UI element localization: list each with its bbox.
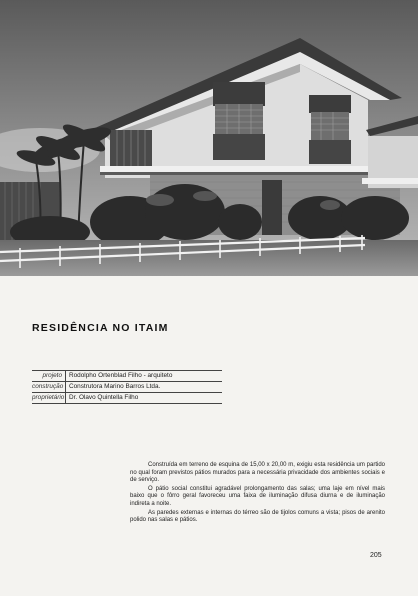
- credit-value: Construtora Marino Barros Ltda.: [69, 383, 161, 390]
- credit-value: Rodolpho Ortenblad Filho - arquiteto: [69, 372, 173, 379]
- article-body: [130, 462, 385, 526]
- credit-row-construcao: [32, 382, 222, 393]
- page-number: 205: [370, 552, 382, 559]
- credit-label: proprietário: [32, 394, 65, 401]
- credit-label: construção: [32, 382, 66, 392]
- article-title: RESIDÊNCIA NO ITAIM: [32, 322, 169, 334]
- house-photo: [0, 0, 418, 276]
- body-paragraph: O pátio social constitui agradável prolongamento das salas; uma laje em nível mais baixo que o fôrro geral favoreceu uma faixa de iluminação difusa diurna e de iluminação indireta a noite.: [130, 485, 385, 507]
- credit-value: Dr. Olavo Quintella Filho: [69, 394, 139, 401]
- credits-table: [32, 370, 222, 404]
- body-paragraph: As paredes externas e internas do térreo são de tijolos comuns a vista; pisos de arenito polido nas salas e pátios.: [130, 509, 385, 524]
- credit-label: projeto: [32, 371, 66, 381]
- credit-row-projeto: [32, 370, 222, 382]
- body-paragraph: Construída em terreno de esquina de 15,00 x 20,00 m, exigiu esta residência um partido no qual foram previstos pátios murados para a necessária privacidade dos ambientes sociais e de serviço.: [130, 462, 385, 484]
- house-photo-icon: [0, 0, 418, 276]
- credit-row-proprietario: [32, 393, 222, 404]
